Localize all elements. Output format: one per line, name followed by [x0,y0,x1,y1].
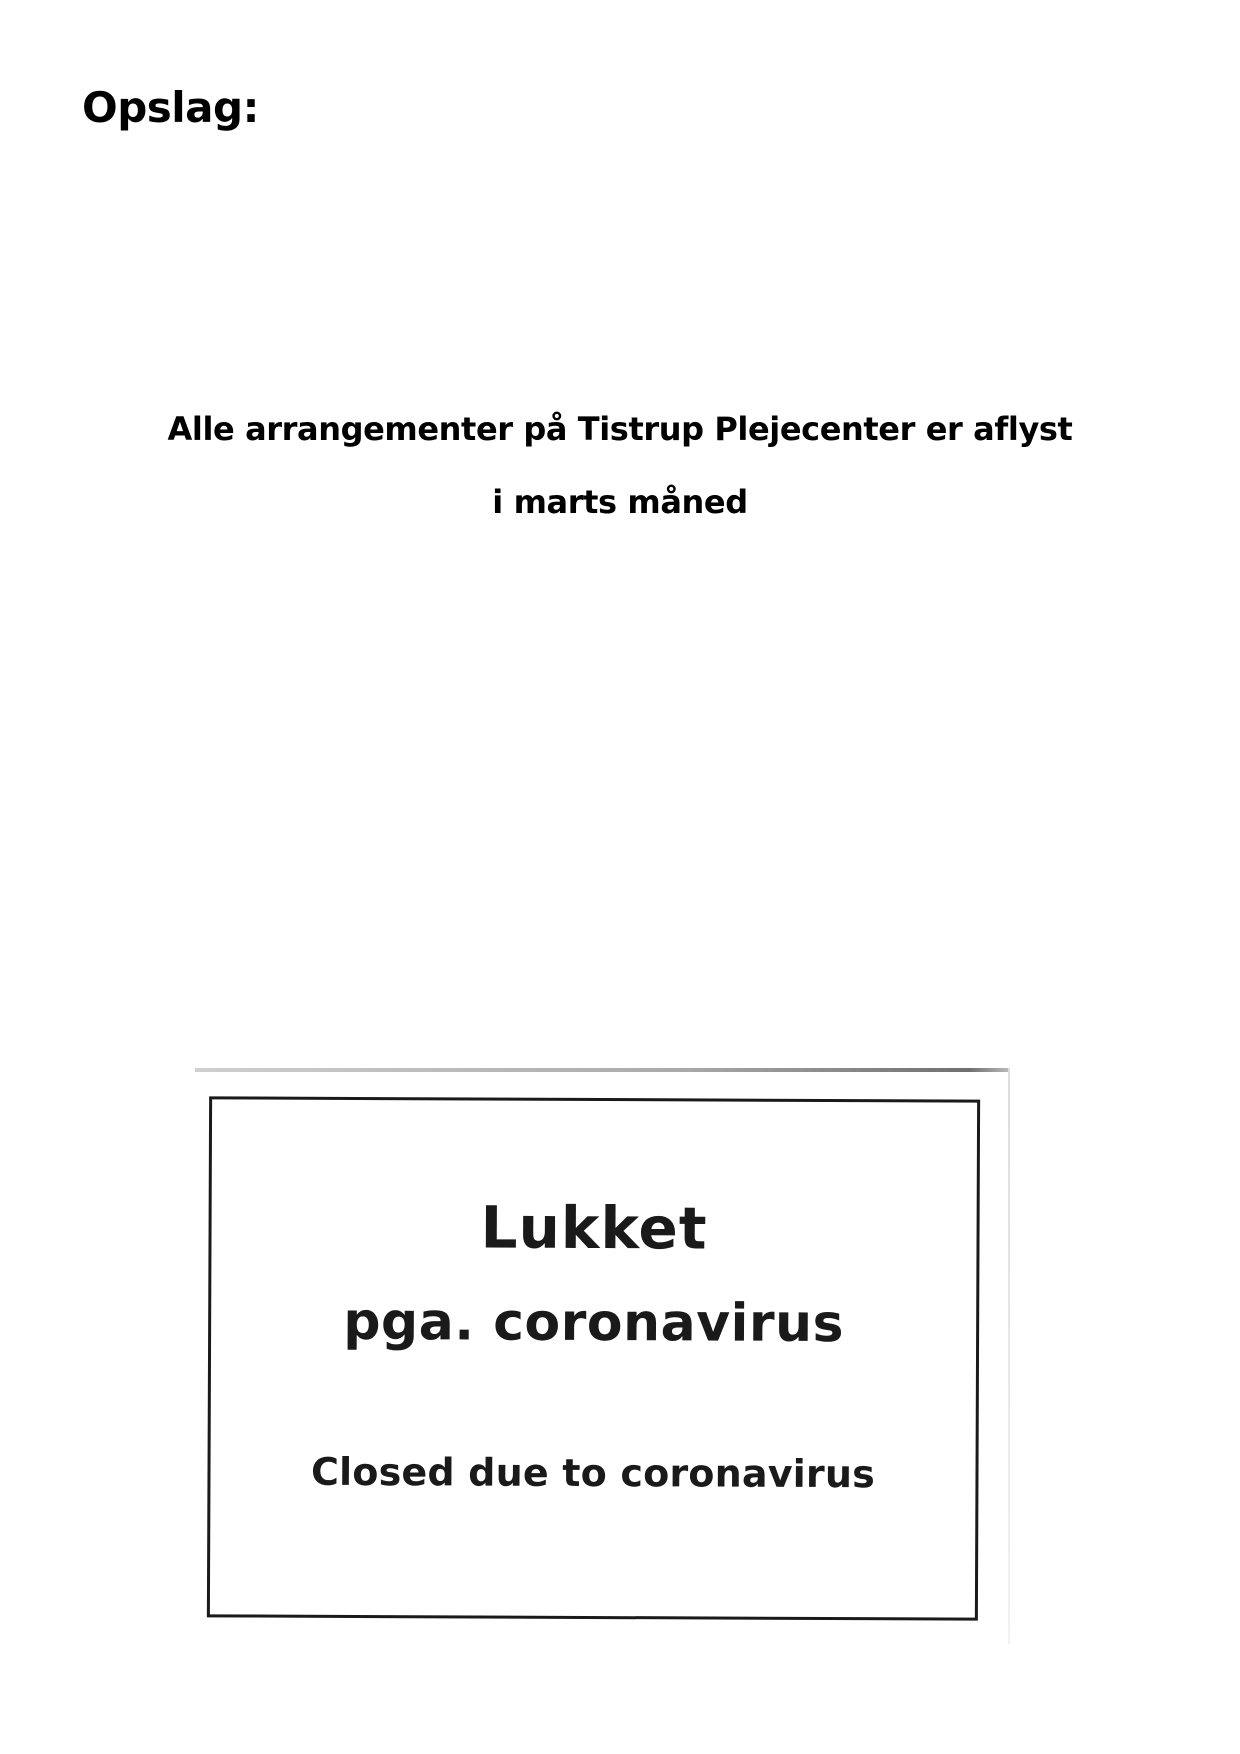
announcement-line-2: i marts måned [492,483,748,521]
scanned-sign-image [195,1068,1010,1644]
sign-title-lukket: Lukket [480,1193,708,1263]
announcement-line-1: Alle arrangementer på Tistrup Plejecenter er aflyst [167,410,1073,448]
scan-shadow-edge [195,1068,1010,1072]
sign-english-text: Closed due to coronavirus [310,1449,876,1497]
scan-right-edge [1008,1068,1010,1644]
closed-sign [207,1096,980,1620]
page-heading: Opslag: [82,83,259,132]
sign-title-reason: pga. coronavirus [343,1291,845,1355]
